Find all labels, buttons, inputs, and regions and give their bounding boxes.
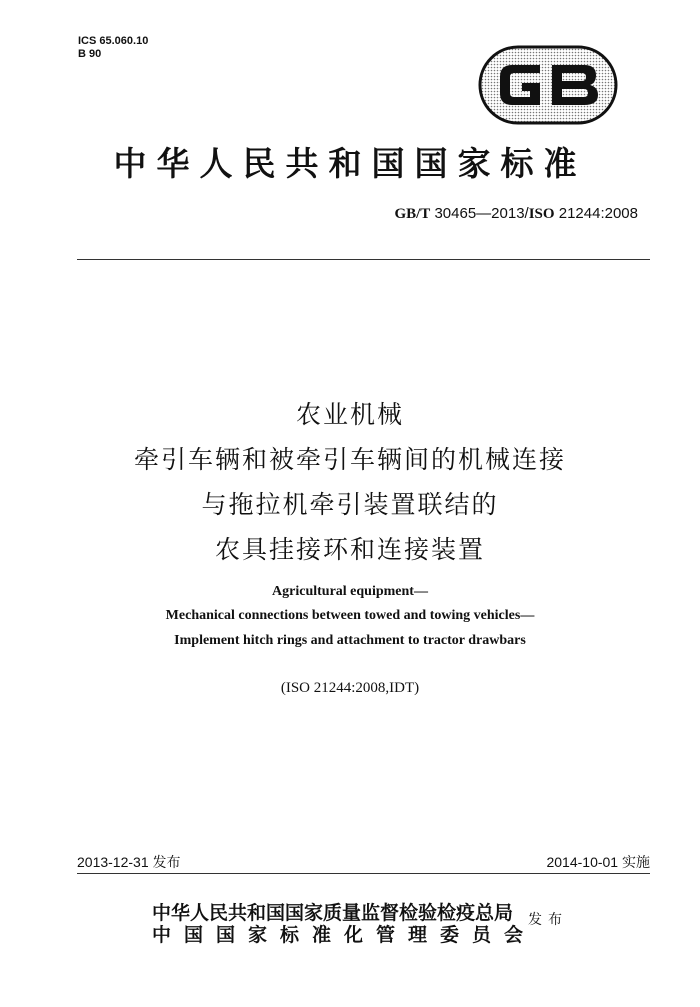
category-code: B 90 xyxy=(78,48,102,60)
title-en-line-1: Agricultural equipment— xyxy=(272,584,428,599)
standard-name: 中华人民共和国国家标准 xyxy=(113,144,587,183)
code-iso-number: 21244:2008 xyxy=(554,205,638,222)
title-cn-line-1: 农业机械 xyxy=(295,400,404,429)
code-iso: ISO xyxy=(528,206,555,222)
top-divider xyxy=(77,259,650,260)
code-prefix: GB/T xyxy=(394,206,431,222)
issuer-sac: 中国国家标准化管理委员会 xyxy=(152,924,537,946)
publish-label: 发布 xyxy=(528,912,568,928)
title-cn-line-4: 农具挂接环和连接装置 xyxy=(214,535,485,564)
standard-code xyxy=(394,205,638,223)
gb-logo xyxy=(478,45,618,125)
implementation-date: 2014-10-01 实施 xyxy=(546,854,650,870)
issue-date: 2013-12-31 发布 xyxy=(77,854,181,870)
title-en-line-3: Implement hitch rings and attachment to tractor drawbars xyxy=(174,633,526,648)
title-cn-line-3: 与拖拉机牵引装置联结的 xyxy=(201,490,499,519)
code-number: 30465—2013/ xyxy=(430,205,529,222)
bottom-divider xyxy=(77,873,650,874)
iso-reference: (ISO 21244:2008,IDT) xyxy=(280,680,420,696)
issuer-aqsiq: 中华人民共和国国家质量监督检验检疫总局 xyxy=(152,902,514,924)
title-cn-line-2: 牵引车辆和被牵引车辆间的机械连接 xyxy=(133,445,566,474)
title-en-line-2: Mechanical connections between towed and towing vehicles— xyxy=(165,608,535,623)
classification-codes xyxy=(78,35,148,61)
ics-code: ICS 65.060.10 xyxy=(78,35,149,47)
